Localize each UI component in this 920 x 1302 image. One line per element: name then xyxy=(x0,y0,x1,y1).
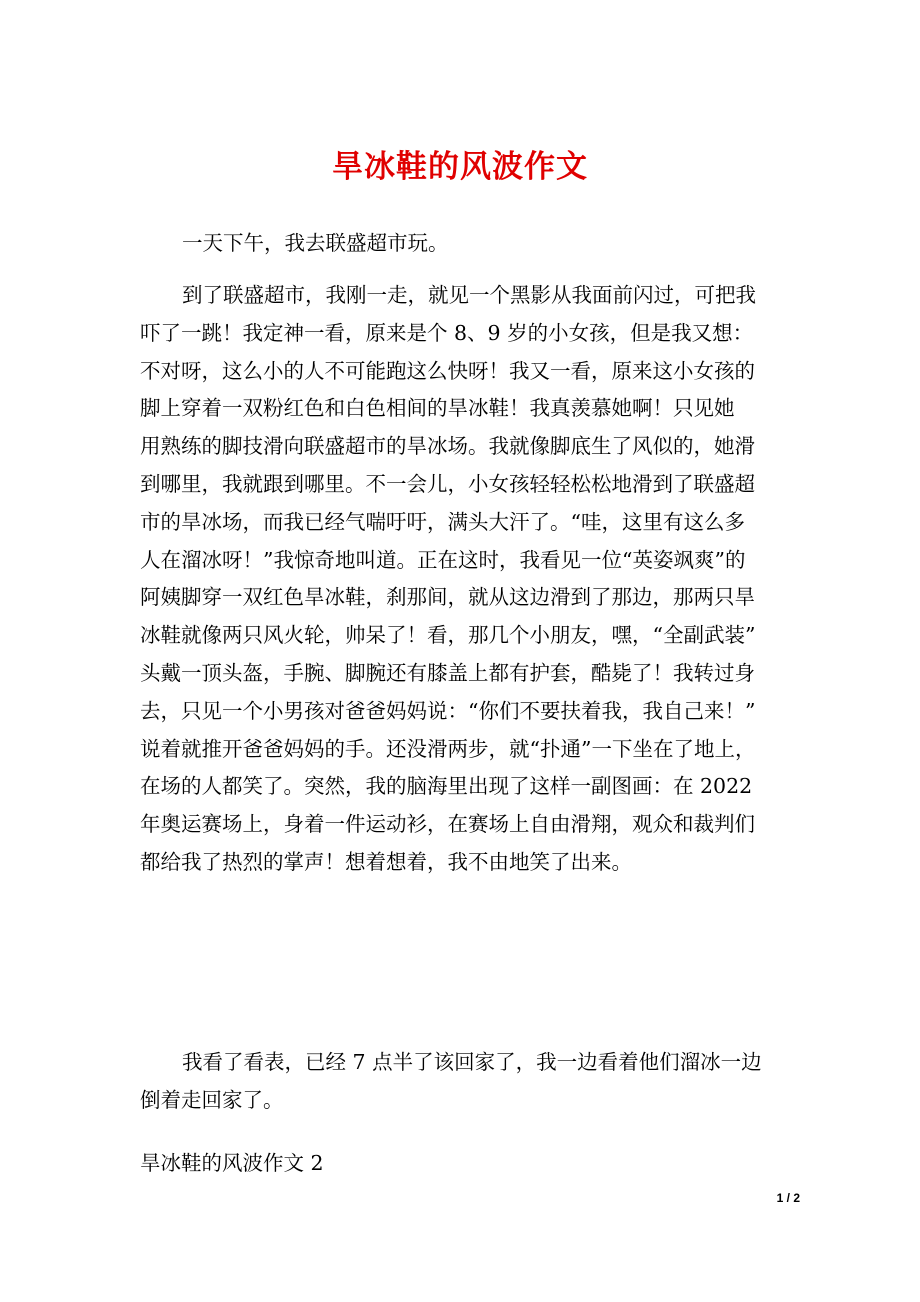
text-line: 冰鞋就像两只风火轮，帅呆了！看，那几个小朋友，嘿，“全副武装” xyxy=(140,623,756,648)
page-number: 1 / 2 xyxy=(776,1191,800,1205)
text-line: 一天下午，我去联盛超市玩。 xyxy=(182,231,449,255)
text-line: 倒着走回家了。 xyxy=(140,1087,284,1112)
text-line: 到了联盛超市，我刚一走，就见一个黑影从我面前闪过，可把我 xyxy=(182,283,756,307)
text-line: 头戴一顶头盔，手腕、脚腕还有膝盖上都有护套，酷毙了！我转过身 xyxy=(140,660,755,685)
text-line: 我看了看表，已经 7 点半了该回家了，我一边看着他们溜冰一边 xyxy=(182,1050,762,1074)
text-line: 阿姨脚穿一双红色旱冰鞋，刹那间，就从这边滑到了那边，那两只旱 xyxy=(140,585,755,610)
section-heading-2 xyxy=(140,1145,800,1183)
paragraph-3 xyxy=(140,1044,800,1120)
text-line: 说着就推开爸爸妈妈的手。还没滑两步，就“扑通”一下坐在了地上， xyxy=(140,736,756,761)
text-line: 脚上穿着一双粉红色和白色相间的旱冰鞋！我真羡慕她啊！只见她 xyxy=(140,396,735,421)
text-line: 市的旱冰场，而我已经气喘吁吁，满头大汗了。“哇，这里有这么多 xyxy=(140,509,745,534)
text-line: 吓了一跳！我定神一看，原来是个 8、9 岁的小女孩，但是我又想： xyxy=(140,320,754,345)
text-line: 旱冰鞋的风波作文 2 xyxy=(140,1151,324,1175)
paragraph-2 xyxy=(140,277,800,882)
text-line: 不对呀，这么小的人不可能跑这么快呀！我又一看，原来这小女孩的 xyxy=(140,358,755,383)
text-line: 去，只见一个小男孩对爸爸妈妈说：“你们不要扶着我，我自己来！” xyxy=(140,698,756,723)
text-line: 年奥运赛场上，身着一件运动衫，在赛场上自由滑翔，观众和裁判们 xyxy=(140,812,755,837)
text-line: 人在溜冰呀！”我惊奇地叫道。正在这时，我看见一位“英姿飒爽”的 xyxy=(140,547,746,572)
paragraph-1 xyxy=(140,225,800,263)
text-line: 到哪里，我就跟到哪里。不一会儿，小女孩轻轻松松地滑到了联盛超 xyxy=(140,471,755,496)
text-line: 用熟练的脚技滑向联盛超市的旱冰场。我就像脚底生了风似的，她滑 xyxy=(140,434,755,459)
page-title: 旱冰鞋的风波作文 xyxy=(332,149,588,185)
text-line: 都给我了热烈的掌声！想着想着，我不由地笑了出来。 xyxy=(140,849,632,874)
text-line: 在场的人都笑了。突然，我的脑海里出现了这样一副图画：在 2022 xyxy=(140,774,753,799)
